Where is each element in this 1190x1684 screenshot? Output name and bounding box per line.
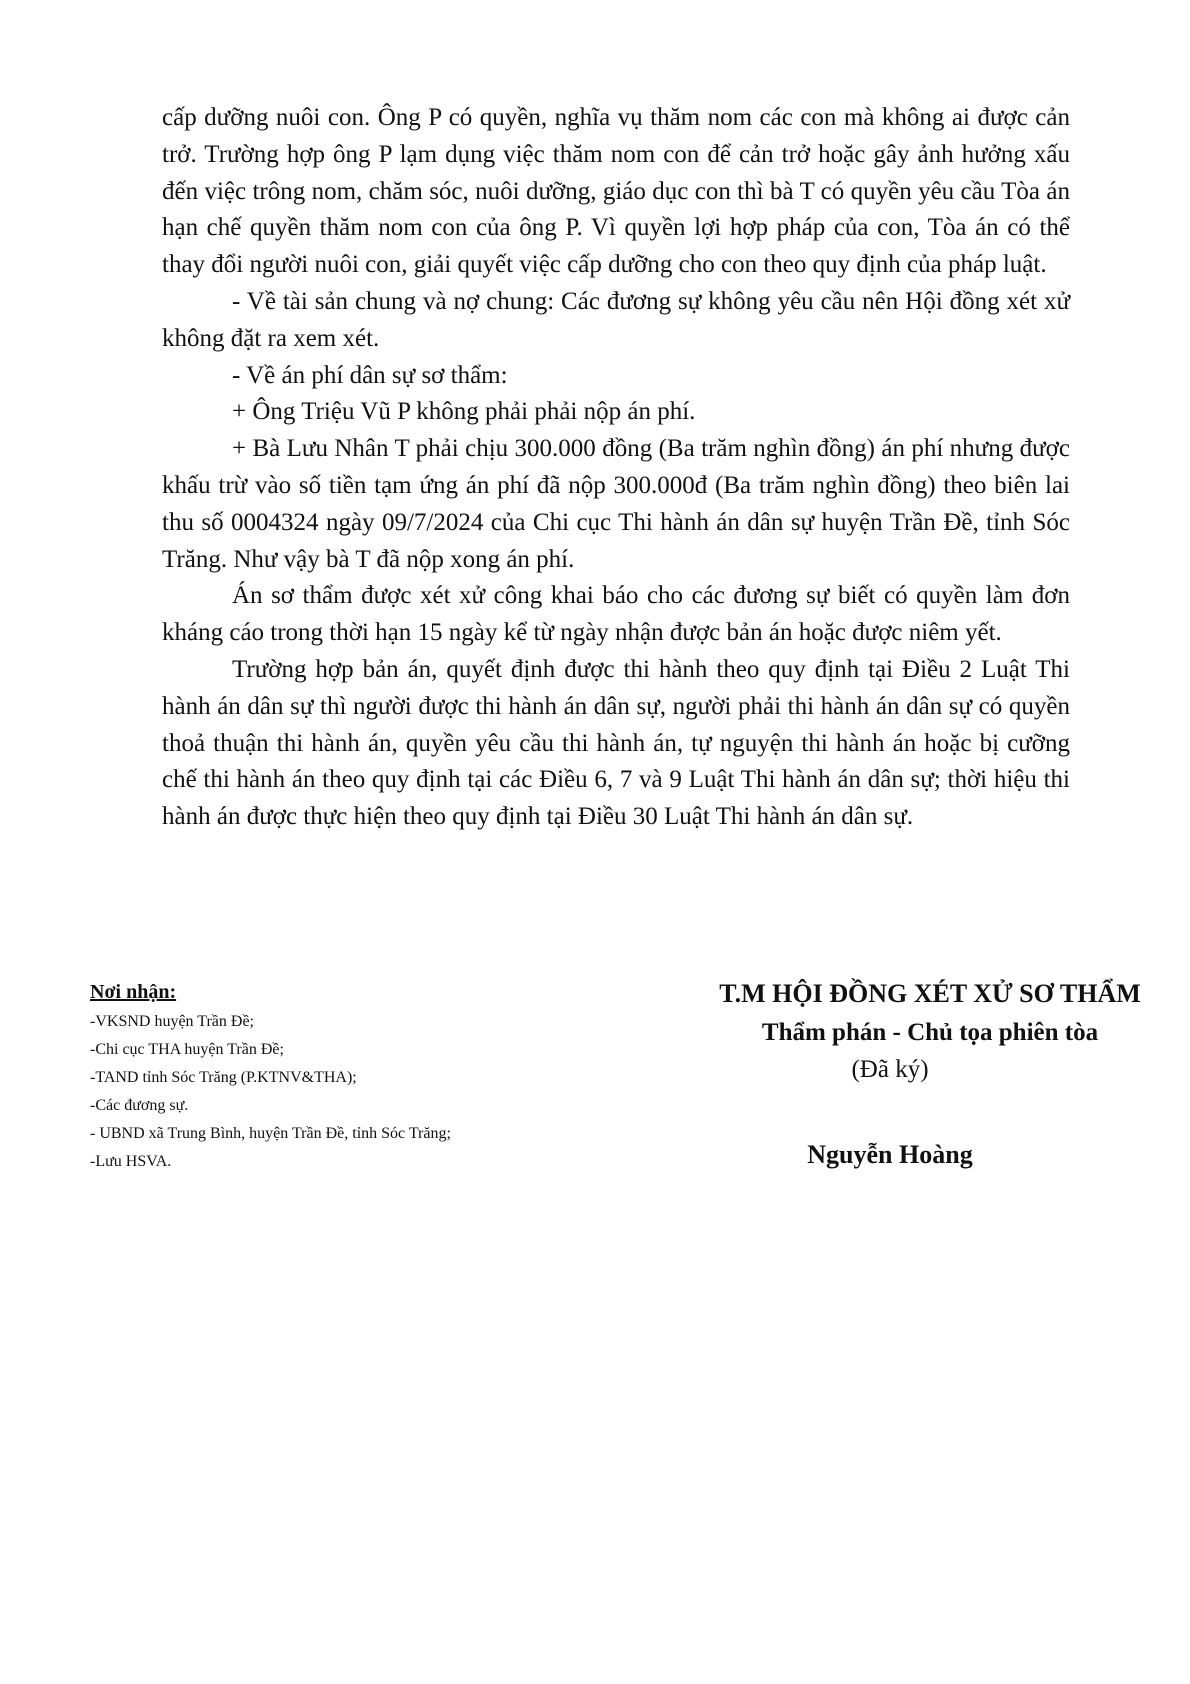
paragraph-enforcement: Trường hợp bản án, quyết định được thi hành theo quy định tại Điều 2 Luật Thi hành án dân sự thì người được thi hành án dân sự, người phải thi hành án dân sự có quyền thoả thuận thi hành án, quyền yêu cầu thi hành án, tự nguyện thi hành án hoặc bị cưỡng chế thi hành án theo quy định tại các Điều 6, 7 và 9 Luật Thi hành án dân sự; thời hiệu thi hành án được thực hiện theo quy định tại Điều 30 Luật Thi hành án dân sự. [162,655,1070,831]
recipient-item: - UBND xã Trung Bình, huyện Trần Đề, tỉnh Sóc Trăng; [90,1125,451,1142]
recipient-item: -Lưu HSVA. [90,1153,172,1170]
paragraph-fee-ms-t: + Bà Lưu Nhân T phải chịu 300.000 đồng (Ba trăm nghìn đồng) án phí nhưng được khấu trừ vào số tiền tạm ứng án phí đã nộp 300.000đ (Ba trăm nghìn đồng) theo biên lai thu số 0004324 ngày 09/7/2024 của Chi cục Thi hành án dân sự huyện Trần Đề, tỉnh Sóc Trăng. Như vậy bà T đã nộp xong án phí. [162,435,1070,573]
paragraph-child-support: cấp dưỡng nuôi con. Ông P có quyền, nghĩa vụ thăm nom các con mà không ai được cản trở. Trường hợp ông P lạm dụng việc thăm nom con để cản trở hoặc gây ảnh hưởng xấu đến việc trông nom, chăm sóc, nuôi dưỡng, giáo dục con thì bà T có quyền yêu cầu Tòa án hạn chế quyền thăm nom con của ông P. Vì quyền lợi hợp pháp của con, Tòa án có thể thay đổi người nuôi con, giải quyết việc cấp dưỡng cho con theo quy định của pháp luật. [162,104,1070,279]
paragraph-fee-mr-p: + Ông Triệu Vũ P không phải phải nộp án phí. [232,398,696,426]
signature-role: Thẩm phán - Chủ tọa phiên tòa [761,1019,1099,1046]
recipient-item: -VKSND huyện Trần Đề; [90,1013,254,1030]
paragraph-appeal-right: Án sơ thẩm được xét xử công khai báo cho các đương sự biết có quyền làm đơn kháng cáo trong thời hạn 15 ngày kể từ ngày nhận được bản án hoặc được niêm yết. [162,582,1070,647]
recipients-block [90,978,610,1176]
recipient-item: -Chi cục THA huyện Trần Đề; [90,1041,284,1058]
judgment-body [162,100,1070,836]
recipients-heading: Nơi nhận: [90,981,177,1003]
signer-name: Nguyễn Hoàng [807,1140,973,1169]
recipient-item: -Các đương sự. [90,1097,189,1114]
paragraph-court-fee-heading: - Về án phí dân sự sơ thẩm: [232,361,508,389]
signature-title: T.M HỘI ĐỒNG XÉT XỬ SƠ THẨM [719,979,1141,1008]
signature-block [690,974,1170,1174]
signature-status: (Đã ký) [851,1056,929,1083]
recipient-item: -TAND tỉnh Sóc Trăng (P.KTNV&THA); [90,1069,357,1086]
paragraph-common-property: - Về tài sản chung và nợ chung: Các đương sự không yêu cầu nên Hội đồng xét xử không đặt ra xem xét. [162,287,1070,352]
